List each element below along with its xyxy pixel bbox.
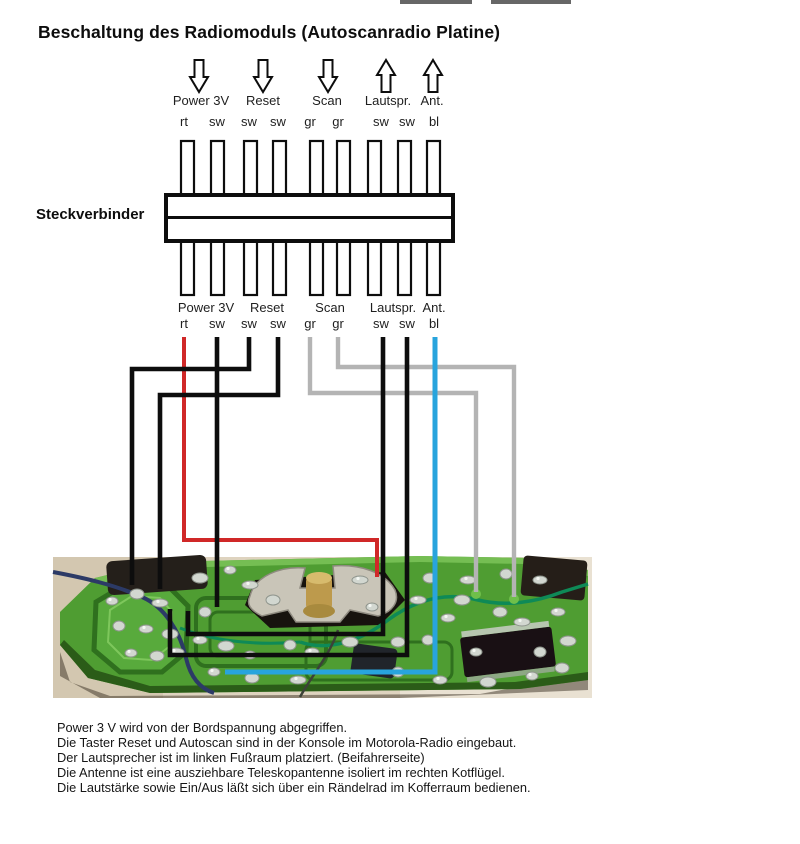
wire-code-bottom: gr [304, 316, 316, 331]
connector-pin [337, 241, 350, 295]
connector-pin [273, 141, 286, 195]
connector-pin [398, 241, 411, 295]
signal-label-bottom: Reset [250, 300, 284, 315]
wire-code-bottom: sw [270, 316, 286, 331]
signal-label-top: Ant. [420, 93, 444, 108]
signal-label-bottom: Scan [315, 300, 345, 315]
wire-gr-5 [310, 337, 476, 592]
connector-body [166, 195, 453, 241]
page-title: Beschaltung des Radiomoduls (Autoscanradio Platine) [38, 22, 501, 42]
note-line: Die Taster Reset und Autoscan sind in der Konsole im Motorola-Radio eingebaut. [57, 734, 517, 750]
connector-pin [211, 241, 224, 295]
arrow-up-icon [377, 60, 395, 92]
wire-code-top: sw [241, 114, 257, 129]
wire-code-bottom: rt [180, 316, 188, 331]
connector-pin [337, 141, 350, 195]
arrow-down-icon [190, 60, 208, 92]
connector-pin [427, 241, 440, 295]
arrow-down-icon [319, 60, 337, 92]
connector-pin [398, 141, 411, 195]
wire-code-top: sw [270, 114, 286, 129]
connector-pin [310, 141, 323, 195]
signal-label-top: Power 3V [172, 93, 230, 108]
connector-label: Steckverbinder [36, 206, 145, 223]
wire-code-bottom: sw [399, 316, 415, 331]
notes [57, 721, 531, 796]
arrow-down-icon [254, 60, 272, 92]
wire-code-top: sw [209, 114, 225, 129]
note-line: Power 3 V wird von der Bordspannung abgegriffen. [57, 720, 348, 735]
connector-pin [181, 141, 194, 195]
connector-pin [368, 241, 381, 295]
wire-code-top: gr [332, 114, 344, 129]
note-line: Die Antenne ist eine ausziehbare Teleskopantenne isoliert im rechten Kotflügel. [57, 764, 505, 780]
signal-label-bottom: Lautspr. [369, 300, 417, 315]
arrow-up-icon [424, 60, 442, 92]
signal-label-bottom: Ant. [422, 300, 446, 315]
signal-label-top: Reset [246, 93, 280, 108]
wire-code-bottom: sw [209, 316, 225, 331]
connector-pin [368, 141, 381, 195]
wire-code-top: bl [428, 114, 440, 129]
note-line: Die Lautstärke sowie Ein/Aus läßt sich über ein Rändelrad im Kofferraum bedienen. [57, 779, 531, 795]
signal-label-bottom: Power 3V [177, 300, 235, 315]
direction-arrows [190, 60, 442, 92]
signal-label-top: Scan [312, 93, 342, 108]
wire-code-bottom: gr [332, 316, 344, 331]
connector-pin [181, 241, 194, 295]
wire-code-bottom: sw [373, 316, 389, 331]
wire-code-top: sw [399, 114, 415, 129]
wire-code-bottom: sw [241, 316, 257, 331]
wire-code-top: rt [180, 114, 188, 129]
wire-rt-1 [184, 337, 377, 577]
wire-code-bottom: bl [428, 316, 440, 331]
connector-pin [244, 141, 257, 195]
connector-pin [211, 141, 224, 195]
wire-sw-3 [132, 337, 249, 585]
wire-code-top: sw [373, 114, 389, 129]
connector-pin [310, 241, 323, 295]
connector-pin [427, 141, 440, 195]
signal-label-top: Lautspr. [364, 93, 412, 108]
wire-code-top: gr [304, 114, 316, 129]
connector-pin [273, 241, 286, 295]
connector-pin [244, 241, 257, 295]
note-line: Der Lautsprecher ist im linken Fußraum platziert. (Beifahrerseite) [57, 749, 425, 765]
